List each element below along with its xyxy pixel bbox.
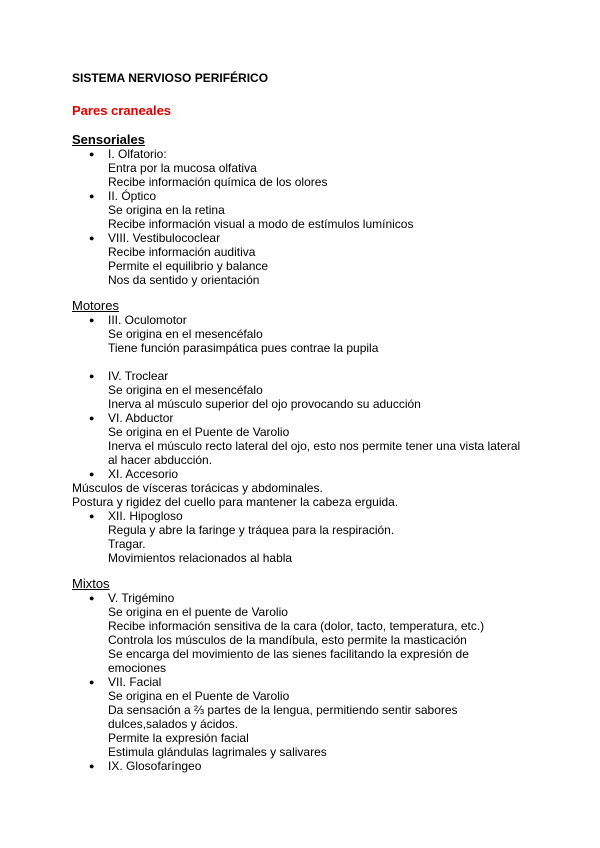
accesorio-note: Postura y rigidez del cuello para mantener la cabeza erguida. [72,495,399,509]
nerve-detail: Se origina en el mesencéfalo [108,383,263,397]
nerve-label: ● VIII. Vestibulococlear [108,231,221,245]
nerve-detail: Se origina en el mesencéfalo [108,327,263,341]
heading-motores: Motores [72,298,119,313]
section-motores [72,299,542,565]
nerve-label: ● VII. Facial [108,675,162,689]
list-item [72,313,542,369]
nerve-detail: Da sensación a ⅔ partes de la lengua, permitiendo sentir sabores [108,703,458,717]
nerve-label: ● IV. Troclear [108,369,169,383]
list-item [72,675,542,759]
nerve-detail: Recibe información química de los olores [108,175,328,189]
spacer [108,355,542,369]
nerve-label: ● XII. Hipogloso [108,509,183,523]
list-item [72,147,542,189]
nerve-label: ● VI. Abductor [108,411,174,425]
nerve-detail: Recibe información auditiva [108,245,256,259]
nerve-detail: Inerva el músculo recto lateral del ojo, esto nos permite tener una vista lateral [108,439,521,453]
nerve-detail: Estimula glándulas lagrimales y salivares [108,745,327,759]
nerve-detail: Regula y abre la faringe y tráquea para la respiración. [108,523,395,537]
nerve-label: ● XI. Accesorio [108,467,179,481]
nerve-detail: Nos da sentido y orientación [108,273,260,287]
nerve-detail: Entra por la mucosa olfativa [108,161,257,175]
nerve-detail: Inerva al músculo superior del ojo provocando su aducción [108,397,421,411]
list-item [72,759,542,773]
heading-mixtos: Mixtos [72,576,110,591]
nerve-detail: Se origina en la retina [108,203,225,217]
list-mixtos [72,591,542,773]
nerve-detail: Recibe información sensitiva de la cara (dolor, tacto, temperatura, etc.) [108,619,485,633]
list-item [72,369,542,411]
document-title: SISTEMA NERVIOSO PERIFÉRICO [72,71,269,85]
section-sensoriales [72,133,542,287]
list-item [72,411,542,467]
nerve-label: ● V. Trigémino [108,591,175,605]
list-item [72,189,542,231]
nerve-detail: Se origina en el puente de Varolio [108,605,288,619]
nerve-detail: Permite el equilibrio y balance [108,259,269,273]
nerve-detail: Recibe información visual a modo de estímulos lumínicos [108,217,414,231]
nerve-detail: Movimientos relacionados al habla [108,551,293,565]
nerve-detail: al hacer abducción. [108,453,213,467]
list-sensoriales [72,147,542,287]
nerve-detail: dulces,salados y ácidos. [108,717,239,731]
list-item [72,467,542,481]
nerve-detail: Se encarga del movimiento de las sienes facilitando la expresión de [108,647,469,661]
nerve-detail: Se origina en el Puente de Varolio [108,689,290,703]
list-motores [72,313,542,481]
nerve-detail: Controla los músculos de la mandíbula, esto permite la masticación [108,633,467,647]
nerve-detail: Permite la expresión facial [108,731,249,745]
list-item [72,591,542,675]
section-title-pares-craneales: Pares craneales [72,103,172,118]
nerve-label: ● II. Óptico [108,189,157,203]
nerve-label: ● III. Oculomotor [108,313,187,327]
section-mixtos [72,577,542,773]
nerve-label: ● I. Olfatorio: [108,147,167,161]
nerve-detail: Tragar. [108,537,146,551]
list-motores-continued [72,509,542,565]
nerve-detail: Se origina en el Puente de Varolio [108,425,290,439]
nerve-label: ● IX. Glosofaríngeo [108,759,202,773]
nerve-detail: emociones [108,661,167,675]
heading-sensoriales: Sensoriales [72,132,145,147]
nerve-detail: Tiene función parasimpática pues contrae la pupila [108,341,379,355]
list-item [72,231,542,287]
accesorio-note: Músculos de vísceras torácicas y abdominales. [72,481,323,495]
list-item [72,509,542,565]
